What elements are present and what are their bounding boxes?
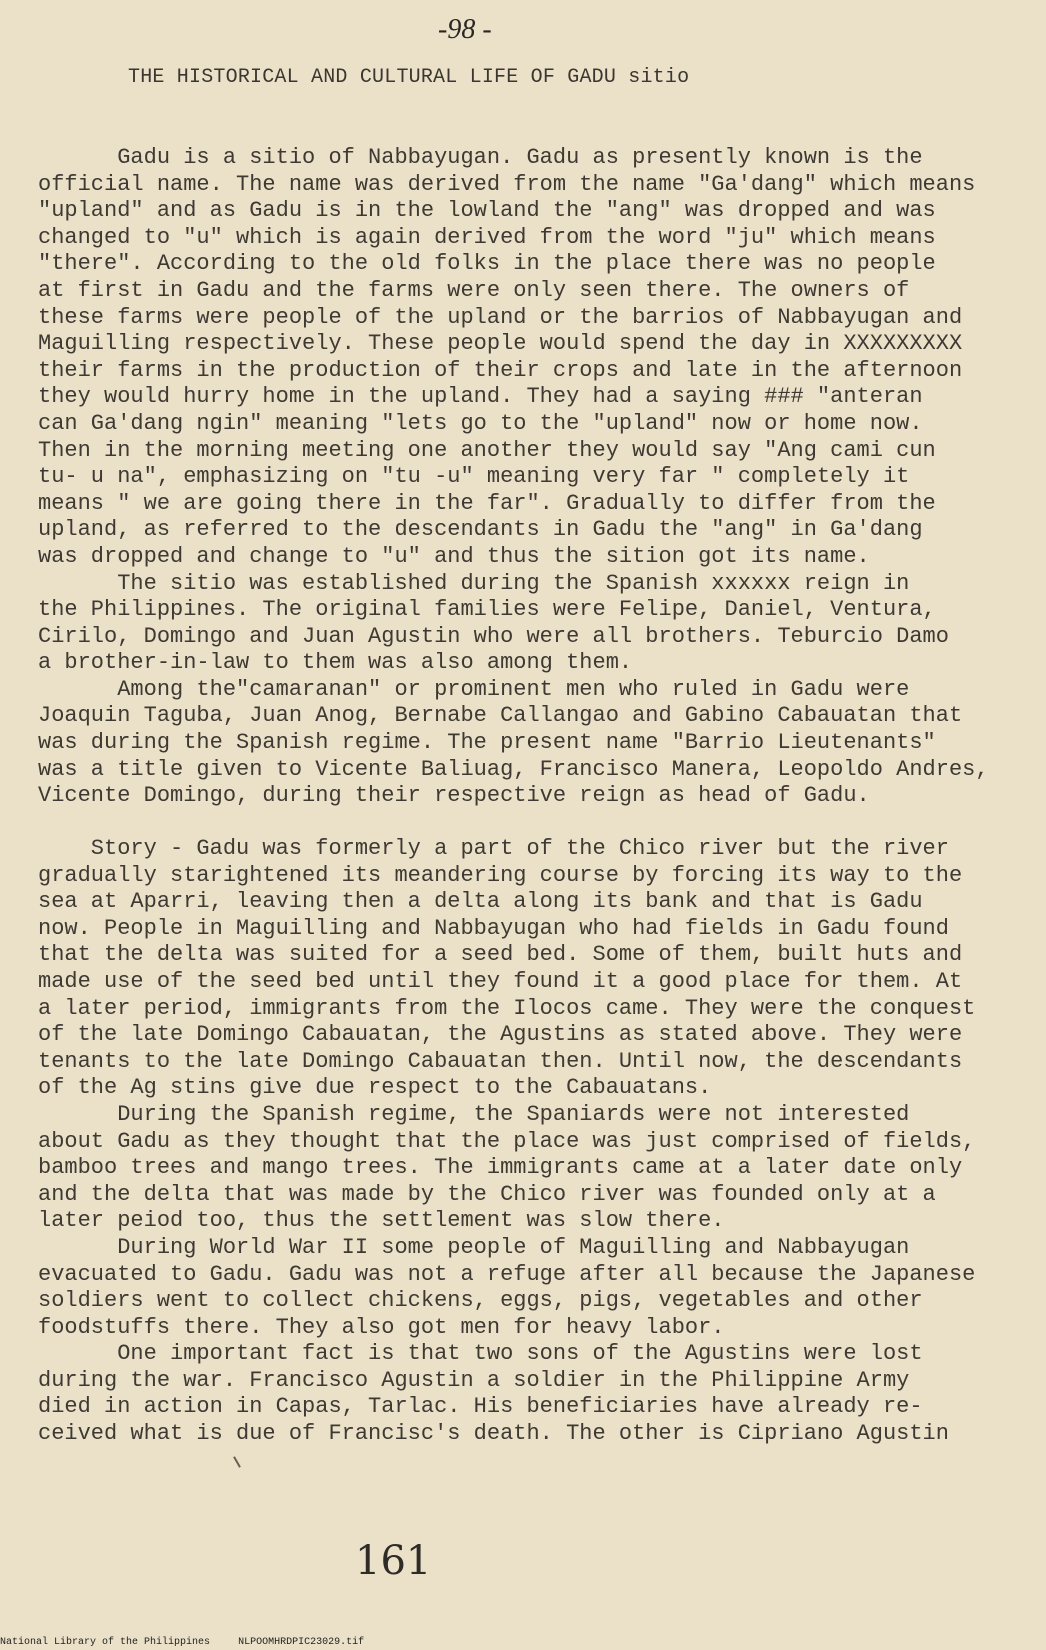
text-line: soldiers went to collect chickens, eggs, pigs, vegetables and other — [38, 1288, 923, 1314]
text-line: means " we are going there in the far". Gradually to differ from the — [38, 490, 936, 516]
text-line: foodstuffs there. They also got men for heavy labor. — [38, 1314, 725, 1340]
text-line: Vicente Domingo, during their respective reign as head of Gadu. — [38, 783, 870, 809]
text-line: was a title given to Vicente Baliuag, Francisco Manera, Leopoldo Andres, — [38, 756, 989, 782]
body-block-2 — [38, 836, 1013, 1448]
text-line: at first in Gadu and the farms were only seen there. The owners of — [38, 277, 910, 303]
text-line: ceived what is due of Francisc's death. The other is Cipriano Agustin — [38, 1421, 949, 1447]
text-line: that the delta was suited for a seed bed. Some of them, built huts and — [38, 942, 963, 968]
text-line: during the war. Francisco Agustin a soldier in the Philippine Army — [38, 1367, 910, 1393]
text-line: made use of the seed bed until they found it a good place for them. At — [38, 968, 963, 994]
text-line: Joaquin Taguba, Juan Anog, Bernabe Callangao and Gabino Cabauatan that — [38, 703, 963, 729]
text-line: The sitio was established during the Spanish xxxxxx reign in — [38, 570, 910, 596]
text-line: of the late Domingo Cabauatan, the Agustins as stated above. They were — [38, 1022, 963, 1048]
text-line: "upland" and as Gadu is in the lowland the "ang" was dropped and was — [38, 198, 936, 224]
text-line: was during the Spanish regime. The present name "Barrio Lieutenants" — [38, 730, 936, 756]
text-line: sea at Aparri, leaving then a delta along its bank and that is Gadu — [38, 889, 923, 915]
text-line: Cirilo, Domingo and Juan Agustin who were all brothers. Teburcio Damo — [38, 623, 949, 649]
text-line: tenants to the late Domingo Cabauatan then. Until now, the descendants — [38, 1048, 963, 1074]
text-line: evacuated to Gadu. Gadu was not a refuge after all because the Japanese — [38, 1261, 976, 1287]
text-line: changed to "u" which is again derived from the word "ju" which means — [38, 224, 936, 250]
text-line: died in action in Capas, Tarlac. His beneficiaries have already re- — [38, 1394, 923, 1420]
text-line: these farms were people of the upland or the barrios of Nabbayugan and — [38, 304, 963, 330]
text-line: During World War II some people of Maguilling and Nabbayugan — [38, 1234, 910, 1260]
text-line: was dropped and change to "u" and thus the sition got its name. — [38, 543, 870, 569]
text-line: and the delta that was made by the Chico river was founded only at a — [38, 1181, 936, 1207]
body-block-1 — [38, 145, 1013, 810]
text-line: later peiod too, thus the settlement was slow there. — [38, 1208, 725, 1234]
text-line: Then in the morning meeting one another they would say "Ang cami cun — [38, 437, 936, 463]
text-line: Gadu is a sitio of Nabbayugan. Gadu as presently known is the — [38, 145, 923, 170]
text-line: gradually starightened its meandering course by forcing its way to the — [38, 862, 963, 888]
text-line: Maguilling respectively. These people would spend the day in XXXXXXXXX — [38, 331, 963, 357]
text-line: can Ga'dang ngin" meaning "lets go to the "upland" now or home now. — [38, 410, 923, 436]
text-line: Story - Gadu was formerly a part of the Chico river but the river — [38, 836, 949, 861]
text-line: a brother-in-law to them was also among them. — [38, 650, 633, 676]
text-line: their farms in the production of their crops and late in the afternoon — [38, 357, 963, 383]
text-line: of the Ag stins give due respect to the Cabauatans. — [38, 1075, 712, 1101]
text-line: they would hurry home in the upland. They had a saying ### "anteran — [38, 384, 923, 410]
page-number: -98 - — [438, 14, 492, 45]
text-line: One important fact is that two sons of the Agustins were lost — [38, 1341, 923, 1367]
archive-footer — [0, 1637, 1046, 1648]
text-line: upland, as referred to the descendants in Gadu the "ang" in Ga'dang — [38, 517, 923, 543]
footer-library-name: National Library of the Philippines — [0, 1637, 211, 1648]
text-line: a later period, immigrants from the Ilocos came. They were the conquest — [38, 995, 976, 1021]
text-line: "there". According to the old folks in the place there was no people — [38, 251, 936, 277]
text-line: now. People in Maguilling and Nabbayugan who had fields in Gadu found — [38, 915, 949, 941]
text-line: about Gadu as they thought that the place was just comprised of fields, — [38, 1128, 976, 1154]
footer-file-name: NLPOOMHRDPIC23029.tif — [238, 1637, 365, 1648]
document-title: THE HISTORICAL AND CULTURAL LIFE OF GADU sitio — [128, 66, 690, 89]
handwritten-page-number: 161 — [355, 1538, 432, 1584]
text-line: the Philippines. The original families were Felipe, Daniel, Ventura, — [38, 597, 936, 623]
text-line: Among the"camaranan" or prominent men who ruled in Gadu were — [38, 676, 910, 702]
text-line: bamboo trees and mango trees. The immigrants came at a later date only — [38, 1155, 963, 1181]
text-line: official name. The name was derived from the name "Ga'dang" which means — [38, 171, 976, 197]
text-line: tu- u na", emphasizing on "tu -u" meaning very far " completely it — [38, 464, 910, 490]
stray-pen-mark — [233, 1456, 241, 1467]
text-line: During the Spanish regime, the Spaniards were not interested — [38, 1101, 910, 1127]
